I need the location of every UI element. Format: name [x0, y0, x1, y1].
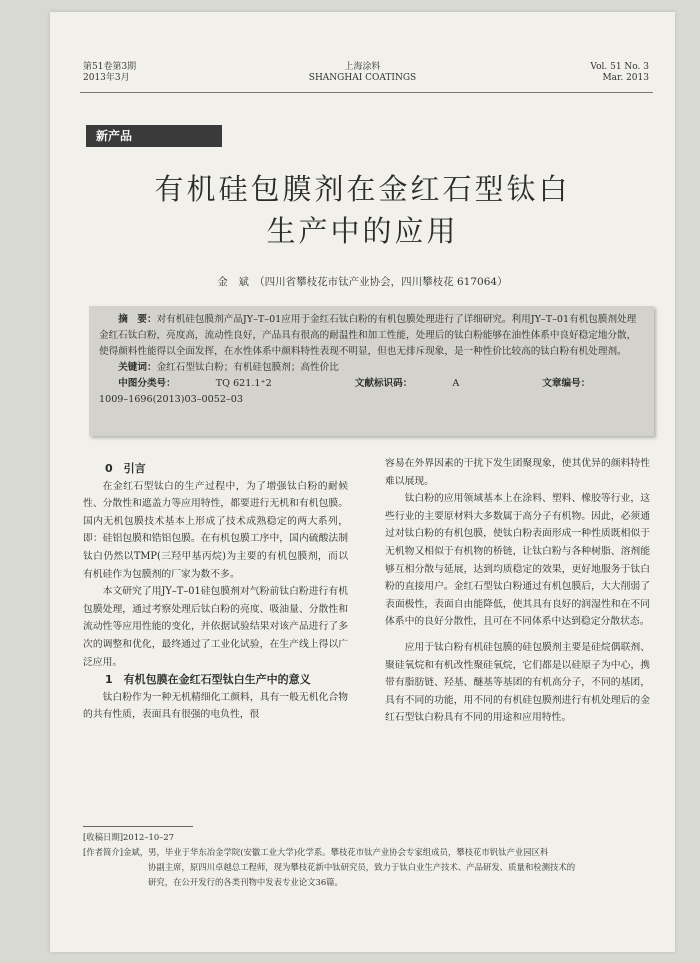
paragraph: 容易在外界因素的干扰下发生团聚现象，使其优异的颜料特性难以展现。 — [385, 458, 650, 487]
section-0-heading: 0 引言 — [105, 462, 146, 475]
journal-cn: 上海涂料 — [344, 62, 381, 72]
journal-en: SHANGHAI COATINGS — [308, 73, 417, 83]
volume-en: Vol. 51 No. 3 — [590, 62, 649, 72]
left-column — [83, 460, 348, 724]
abstract-box — [89, 306, 654, 436]
author-bio-line-3: 研究，在公开发行的各类刊物中发表专业论文36篇。 — [148, 877, 343, 887]
section-1-heading: 1 有机包膜在金红石型钛白生产中的意义 — [105, 673, 311, 687]
right-column — [385, 455, 650, 727]
volume-cn: 第51卷第3期 — [83, 62, 137, 72]
journal-page — [50, 12, 675, 952]
paragraph: 钛白粉作为一种无机精细化工颜料，具有一般无机化合物的共有性质，表面具有很强的电负性，很 — [83, 691, 348, 721]
abstract-text-first: 对有机硅包膜剂产品JY–T–01应用于金红石钛白粉的有机包膜处理进行了详细研究。 — [156, 314, 512, 325]
footnote-divider — [83, 826, 193, 827]
abstract-text-rest: 利用JY–T–01有机包膜剂处理金红石钛白粉，亮度高，流动性良好，产品具有很高的耐温性和加工性能，处理后的钛白粉能够在油性体系中良好稳定地分散，使得颜料性能得以全面发挥，在水性体系中颜料特性表现不明显，但也无排斥现象，是一种性价比较高的钛白粉有机处理剂。 — [99, 314, 637, 357]
keywords-label: 关键词： — [118, 362, 157, 373]
title-line-2: 生产中的应用 — [266, 214, 459, 248]
paragraph: 钛白粉的应用领域基本上在涂料、塑料、橡胶等行业，这些行业的主要原材料大多数属于高分子有机物。因此，必须通过对钛白粉的有机包膜，使钛白粉表面形成一种性质既相似于无机物又相似于有机物的桥链，让钛白粉与各种树脂、溶剂能够互相分散与延展，达到均质稳定的效果，更好地服务于钛白粉的直接用户。金红石型钛白粉通过有机包膜后，大大削弱了表面极性，表面自由能降低，使其具有良好的润湿性和在不同体系中的良好分散性，且可在不同体系中达到稳定分散状态。 — [385, 493, 650, 628]
header-right — [590, 62, 649, 84]
author-bio-line-1: [作者简介]金斌，男，毕业于华东冶金学院(安徽工业大学)化学系。攀枝花市钛产业协会专家组成员，攀枝花市钒钛产业园区科 — [83, 847, 549, 857]
title-line-1: 有机硅包膜剂在金红石型钛白 — [154, 172, 571, 206]
paragraph: 本文研究了用JY–T–01硅包膜剂对气粉前钛白粉进行有机包膜处理，通过考察处理后钛白粉的亮度、吸油量、分散性和流动性等应用性能的变化，并依据试验结果对该产品进行了多次的调整和优化，最终通过了工业化试验，在生产线上得以广泛应用。 — [83, 586, 348, 668]
clc-label: 中图分类号： — [118, 378, 176, 389]
keywords: 金红石型钛白粉；有机硅包膜剂；高性价比 — [156, 362, 339, 373]
paragraph: 在金红石型钛白的生产过程中，为了增强钛白粉的耐候性、分散性和遮盖力等应用特性，都要进行无机和有机包膜。国内无机包膜技术基本上形成了技术成熟稳定的两大系列，即：硅铝包膜和锆铝包膜。在有机包膜工序中，国内硫酸法制钛白仍然以TMP(三羟甲基丙烷)为主要的有机包膜剂，而以有机硅作为包膜剂的厂家为数不多。 — [83, 480, 348, 580]
abstract-label: 摘 要： — [118, 314, 157, 325]
author-line: 金 斌 （四川省攀枝花市钛产业协会，四川攀枝花 617064） — [217, 276, 508, 288]
date-cn: 2013年3月 — [83, 73, 130, 83]
article-no-label: 文章编号： — [542, 378, 591, 389]
article-no-value: 1009–1696(2013)03–0052–03 — [99, 394, 243, 405]
author-bio-line-2: 协副主席，原四川卓越总工程师，现为攀枝花新中钛研究员，致力于钛白业生产技术、产品研发、质量和检测技术的 — [148, 862, 576, 872]
section-tag: 新产品 — [86, 125, 222, 147]
doc-code-value: A — [452, 378, 460, 389]
footnote — [83, 830, 653, 890]
paragraph: 应用于钛白粉有机硅包膜的硅包膜剂主要是硅烷偶联剂、聚硅氧烷和有机改性聚硅氧烷，它们都是以硅原子为中心，携带有脂肪链、羟基、醚基等基团的有机高分子，不同的基团，具有不同的功能，用不同的有机硅包膜剂进行有机处理后的金红石型钛白粉具有不同的用途和应用特性。 — [385, 641, 650, 724]
header-center — [50, 62, 675, 84]
received-date: [收稿日期]2012–10–27 — [83, 832, 175, 842]
header-divider — [80, 92, 653, 93]
doc-code-label: 文献标识码： — [354, 378, 413, 389]
date-en: Mar. 2013 — [602, 73, 649, 83]
clc-value: TQ 621.1⁺2 — [215, 378, 272, 389]
